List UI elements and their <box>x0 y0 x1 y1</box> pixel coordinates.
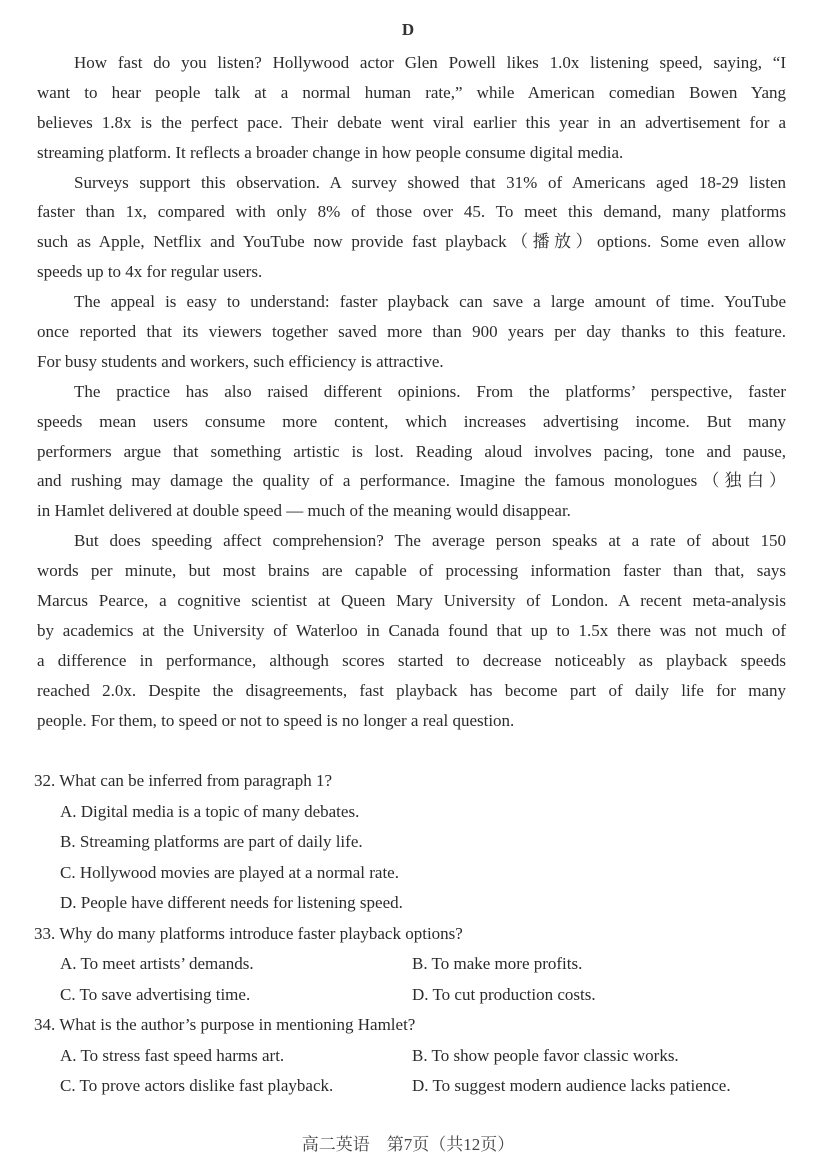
option-text: To cut production costs. <box>432 984 596 1004</box>
option-b[interactable] <box>60 827 794 858</box>
option-text: People have different needs for listening speed. <box>80 893 403 912</box>
question-34 <box>34 1010 794 1102</box>
passage-line: and rushing may damage the quality of a performance. Imagine the famous monologues（独白） <box>37 471 786 491</box>
question-32 <box>34 766 794 919</box>
option-text: To suggest modern audience lacks patience. <box>432 1076 731 1095</box>
option-letter: B. <box>60 832 76 851</box>
option-text: Digital media is a topic of many debates. <box>80 801 360 821</box>
option-letter: A. <box>60 954 77 973</box>
option-letter: D. <box>412 1076 429 1095</box>
option-letter: B. <box>412 1045 428 1065</box>
option-letter: B. <box>412 954 428 973</box>
option-text: To make more profits. <box>431 954 583 973</box>
passage-line: want to hear people talk at a normal human rate,” while American comedian Bowen Yang <box>37 82 786 102</box>
reading-passage <box>37 48 786 735</box>
option-d[interactable] <box>412 1071 764 1102</box>
paragraph-5 <box>37 526 786 735</box>
passage-line: speeds up to 4x for regular users. <box>37 262 263 282</box>
option-a[interactable] <box>60 949 412 980</box>
question-list <box>34 766 794 1102</box>
option-letter: A. <box>60 1045 77 1065</box>
paragraph-1 <box>37 48 786 168</box>
question-number: 34. <box>34 1015 56 1034</box>
passage-line: believes 1.8x is the perfect pace. Their debate went viral earlier this year in an advertisement for a <box>37 112 786 132</box>
passage-line: How fast do you listen? Hollywood actor Glen Powell likes 1.0x listening speed, saying, “I <box>74 53 786 72</box>
passage-line: Marcus Pearce, a cognitive scientist at Queen Mary University of London. A recent meta-analysis <box>37 591 786 611</box>
option-d[interactable] <box>412 980 764 1011</box>
option-text: Streaming platforms are part of daily life. <box>79 832 363 851</box>
passage-line: streaming platform. It reflects a broader change in how people consume digital media. <box>37 142 624 162</box>
passage-line: people. For them, to speed or not to speed is no longer a real question. <box>37 710 515 730</box>
question-33 <box>34 919 794 1011</box>
option-text: To show people favor classic works. <box>431 1045 679 1065</box>
passage-line: The practice has also raised different opinions. From the platforms’ perspective, faster <box>74 381 786 401</box>
passage-line: For busy students and workers, such efficiency is attractive. <box>37 351 444 371</box>
option-text: To prove actors dislike fast playback. <box>79 1076 334 1095</box>
option-b[interactable] <box>412 949 764 980</box>
passage-line: once reported that its viewers together saved more than 900 years per day thanks to this feature. <box>37 322 786 342</box>
option-c[interactable] <box>60 1071 412 1102</box>
question-number: 32. <box>34 771 56 790</box>
option-letter: D. <box>60 893 77 912</box>
option-text: To save advertising time. <box>79 984 251 1004</box>
question-text: What is the author’s purpose in mentioning Hamlet? <box>59 1015 416 1034</box>
passage-line: by academics at the University of Waterloo in Canada found that up to 1.5x there was not much of <box>37 620 786 640</box>
option-text: To stress fast speed harms art. <box>80 1045 285 1065</box>
passage-line: words per minute, but most brains are capable of processing information faster than that, says <box>37 561 786 581</box>
passage-line: a difference in performance, although scores started to decrease noticeably as playback speeds <box>37 650 786 670</box>
option-letter: D. <box>412 984 429 1004</box>
option-letter: A. <box>60 801 77 821</box>
paragraph-4 <box>37 377 786 526</box>
paragraph-2 <box>37 168 786 288</box>
passage-line: such as Apple, Netflix and YouTube now provide fast playback（播放）options. Some even allow <box>37 232 786 252</box>
page-footer: 高二英语 第7页（共12页） <box>301 1135 515 1154</box>
paragraph-3 <box>37 287 786 377</box>
question-stem <box>34 766 794 797</box>
option-a[interactable] <box>60 1041 412 1072</box>
option-b[interactable] <box>412 1041 764 1072</box>
passage-line: speeds mean users consume more content, which increases advertising income. But many <box>37 411 786 431</box>
passage-line: performers argue that something artistic is lost. Reading aloud involves pacing, tone and pause, <box>37 441 786 461</box>
question-stem <box>34 1010 794 1041</box>
option-letter: C. <box>60 862 76 882</box>
passage-line: faster than 1x, compared with only 8% of those over 45. To meet this demand, many platforms <box>37 202 786 222</box>
option-c[interactable] <box>60 980 412 1011</box>
option-letter: C. <box>60 1076 76 1095</box>
option-a[interactable] <box>60 797 794 828</box>
passage-line: Surveys support this observation. A survey showed that 31% of Americans aged 18-29 listen <box>74 172 786 192</box>
option-text: To meet artists’ demands. <box>80 954 254 973</box>
option-letter: C. <box>60 984 76 1004</box>
option-text: Hollywood movies are played at a normal rate. <box>79 862 399 882</box>
question-text: What can be inferred from paragraph 1? <box>59 771 332 790</box>
question-text: Why do many platforms introduce faster playback options? <box>59 923 463 943</box>
question-stem <box>34 919 794 950</box>
option-c[interactable] <box>60 858 794 889</box>
section-heading: D <box>401 20 415 39</box>
question-number: 33. <box>34 923 56 943</box>
passage-line: But does speeding affect comprehension? The average person speaks at a rate of about 150 <box>74 531 786 551</box>
passage-line: reached 2.0x. Despite the disagreements, fast playback has become part of daily life for many <box>37 680 786 700</box>
option-d[interactable] <box>60 888 794 919</box>
passage-line: in Hamlet delivered at double speed — much of the meaning would disappear. <box>37 501 571 521</box>
passage-line: The appeal is easy to understand: faster playback can save a large amount of time. YouTube <box>74 292 786 312</box>
